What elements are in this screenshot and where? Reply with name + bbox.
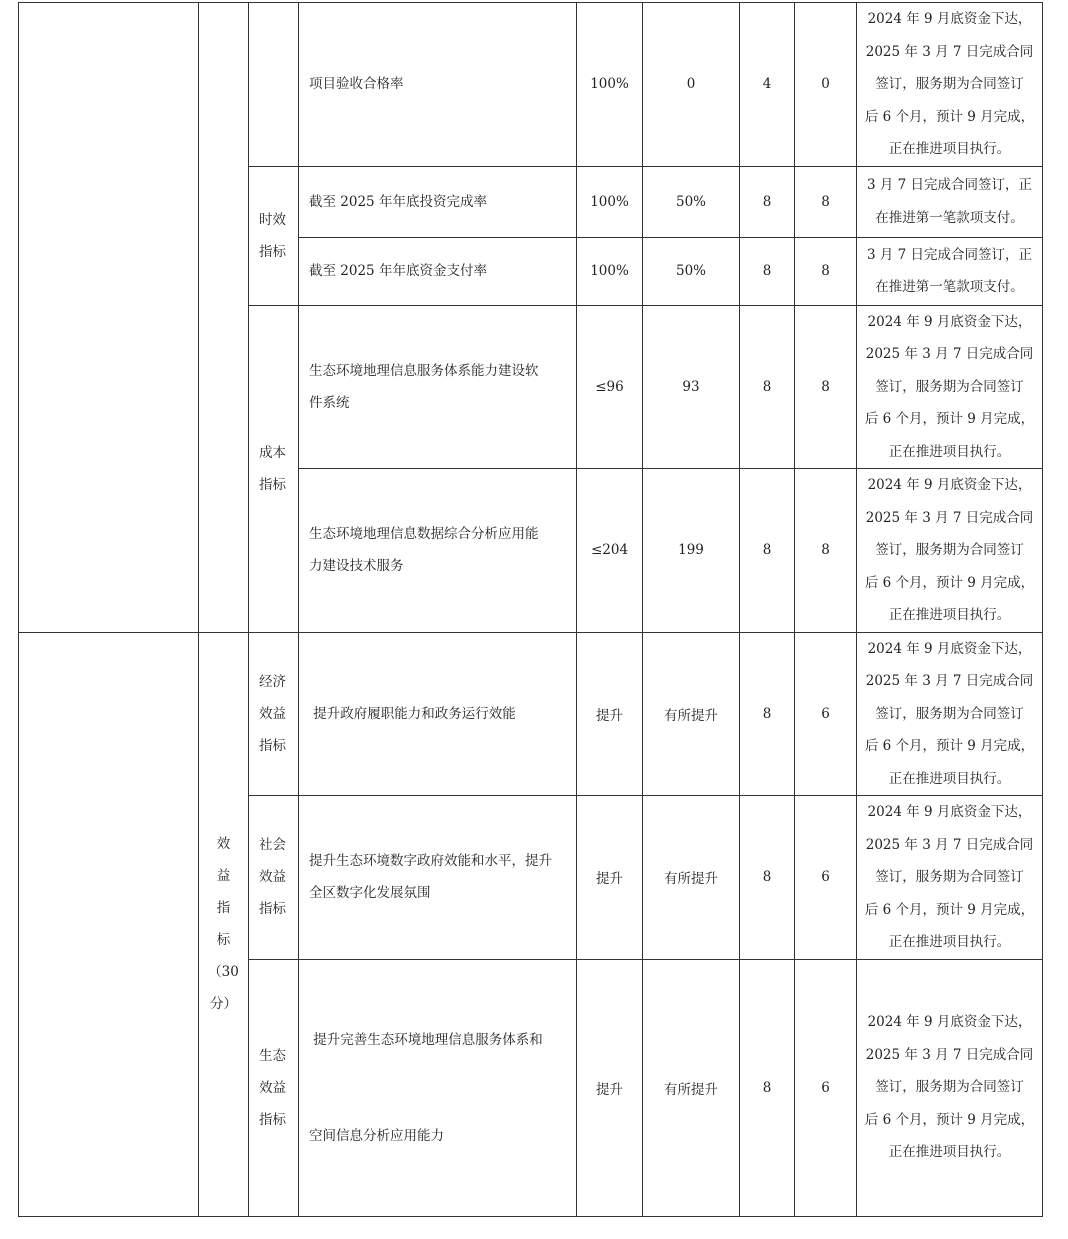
actual-value: 93 — [643, 305, 740, 469]
score-value: 6 — [795, 796, 857, 960]
target-value: ≤204 — [577, 469, 643, 633]
target-value: 100% — [577, 166, 643, 237]
actual-value: 199 — [643, 469, 740, 633]
table-row — [19, 632, 1043, 796]
weight-value: 8 — [740, 166, 795, 237]
timeliness-category-cell: 时效 指标 — [249, 166, 299, 305]
weight-value: 8 — [740, 305, 795, 469]
quality-category-cell — [249, 3, 299, 167]
note-cell: 3 月 7 日完成合同签订，正 在推进第一笔款项支付。 — [857, 237, 1043, 305]
note-cell: 3 月 7 日完成合同签订，正 在推进第一笔款项支付。 — [857, 166, 1043, 237]
actual-value: 有所提升 — [643, 959, 740, 1216]
indicator-name: 提升政府履职能力和政务运行效能 — [299, 632, 577, 796]
blank-primary-category-cell — [19, 3, 199, 633]
weight-value: 4 — [740, 3, 795, 167]
actual-value: 有所提升 — [643, 632, 740, 796]
actual-value: 0 — [643, 3, 740, 167]
cost-category-cell: 成本 指标 — [249, 305, 299, 632]
weight-value: 8 — [740, 796, 795, 960]
note-cell: 2024 年 9 月底资金下达， 2025 年 3 月 7 日完成合同 签订，服务期为合同签订 后 6 个月，预计 9 月完成， 正在推进项目执行。 — [857, 3, 1043, 167]
actual-value: 50% — [643, 237, 740, 305]
actual-value: 有所提升 — [643, 796, 740, 960]
note-cell: 2024 年 9 月底资金下达， 2025 年 3 月 7 日完成合同 签订，服务期为合同签订 后 6 个月，预计 9 月完成， 正在推进项目执行。 — [857, 959, 1043, 1216]
indicator-name: 截至 2025 年年底投资完成率 — [299, 166, 577, 237]
score-value: 8 — [795, 305, 857, 469]
indicator-name: 提升生态环境数字政府效能和水平，提升 全区数字化发展氛围 — [299, 796, 577, 960]
performance-indicator-table — [18, 2, 1043, 1217]
target-value: 提升 — [577, 632, 643, 796]
economic-category-cell: 经济 效益 指标 — [249, 632, 299, 796]
score-value: 0 — [795, 3, 857, 167]
social-category-cell: 社会 效益 指标 — [249, 796, 299, 960]
weight-value: 8 — [740, 469, 795, 633]
outcome-indicator-group-cell: 效 益 指 标 （30 分） — [199, 632, 249, 1216]
target-value: 100% — [577, 3, 643, 167]
score-value: 8 — [795, 166, 857, 237]
score-value: 8 — [795, 469, 857, 633]
indicator-name: 生态环境地理信息数据综合分析应用能 力建设技术服务 — [299, 469, 577, 633]
weight-value: 8 — [740, 237, 795, 305]
target-value: 提升 — [577, 796, 643, 960]
note-cell: 2024 年 9 月底资金下达， 2025 年 3 月 7 日完成合同 签订，服务期为合同签订 后 6 个月，预计 9 月完成， 正在推进项目执行。 — [857, 305, 1043, 469]
note-cell: 2024 年 9 月底资金下达， 2025 年 3 月 7 日完成合同 签订，服务期为合同签订 后 6 个月，预计 9 月完成， 正在推进项目执行。 — [857, 796, 1043, 960]
target-value: 提升 — [577, 959, 643, 1216]
target-value: 100% — [577, 237, 643, 305]
actual-value: 50% — [643, 166, 740, 237]
indicator-name: 项目验收合格率 — [299, 3, 577, 167]
score-value: 8 — [795, 237, 857, 305]
ecological-category-cell: 生态 效益 指标 — [249, 959, 299, 1216]
indicator-name: 生态环境地理信息服务体系能力建设软 件系统 — [299, 305, 577, 469]
note-cell: 2024 年 9 月底资金下达， 2025 年 3 月 7 日完成合同 签订，服务期为合同签订 后 6 个月，预计 9 月完成， 正在推进项目执行。 — [857, 469, 1043, 633]
indicator-name: 提升完善生态环境地理信息服务体系和 空间信息分析应用能力 — [299, 959, 577, 1216]
indicator-name: 截至 2025 年年底资金支付率 — [299, 237, 577, 305]
score-value: 6 — [795, 959, 857, 1216]
score-value: 6 — [795, 632, 857, 796]
note-cell: 2024 年 9 月底资金下达， 2025 年 3 月 7 日完成合同 签订，服务期为合同签订 后 6 个月，预计 9 月完成， 正在推进项目执行。 — [857, 632, 1043, 796]
target-value: ≤96 — [577, 305, 643, 469]
table-row — [19, 3, 1043, 167]
weight-value: 8 — [740, 959, 795, 1216]
weight-value: 8 — [740, 632, 795, 796]
blank-secondary-category-cell — [199, 3, 249, 633]
blank-primary-category-cell — [19, 632, 199, 1216]
